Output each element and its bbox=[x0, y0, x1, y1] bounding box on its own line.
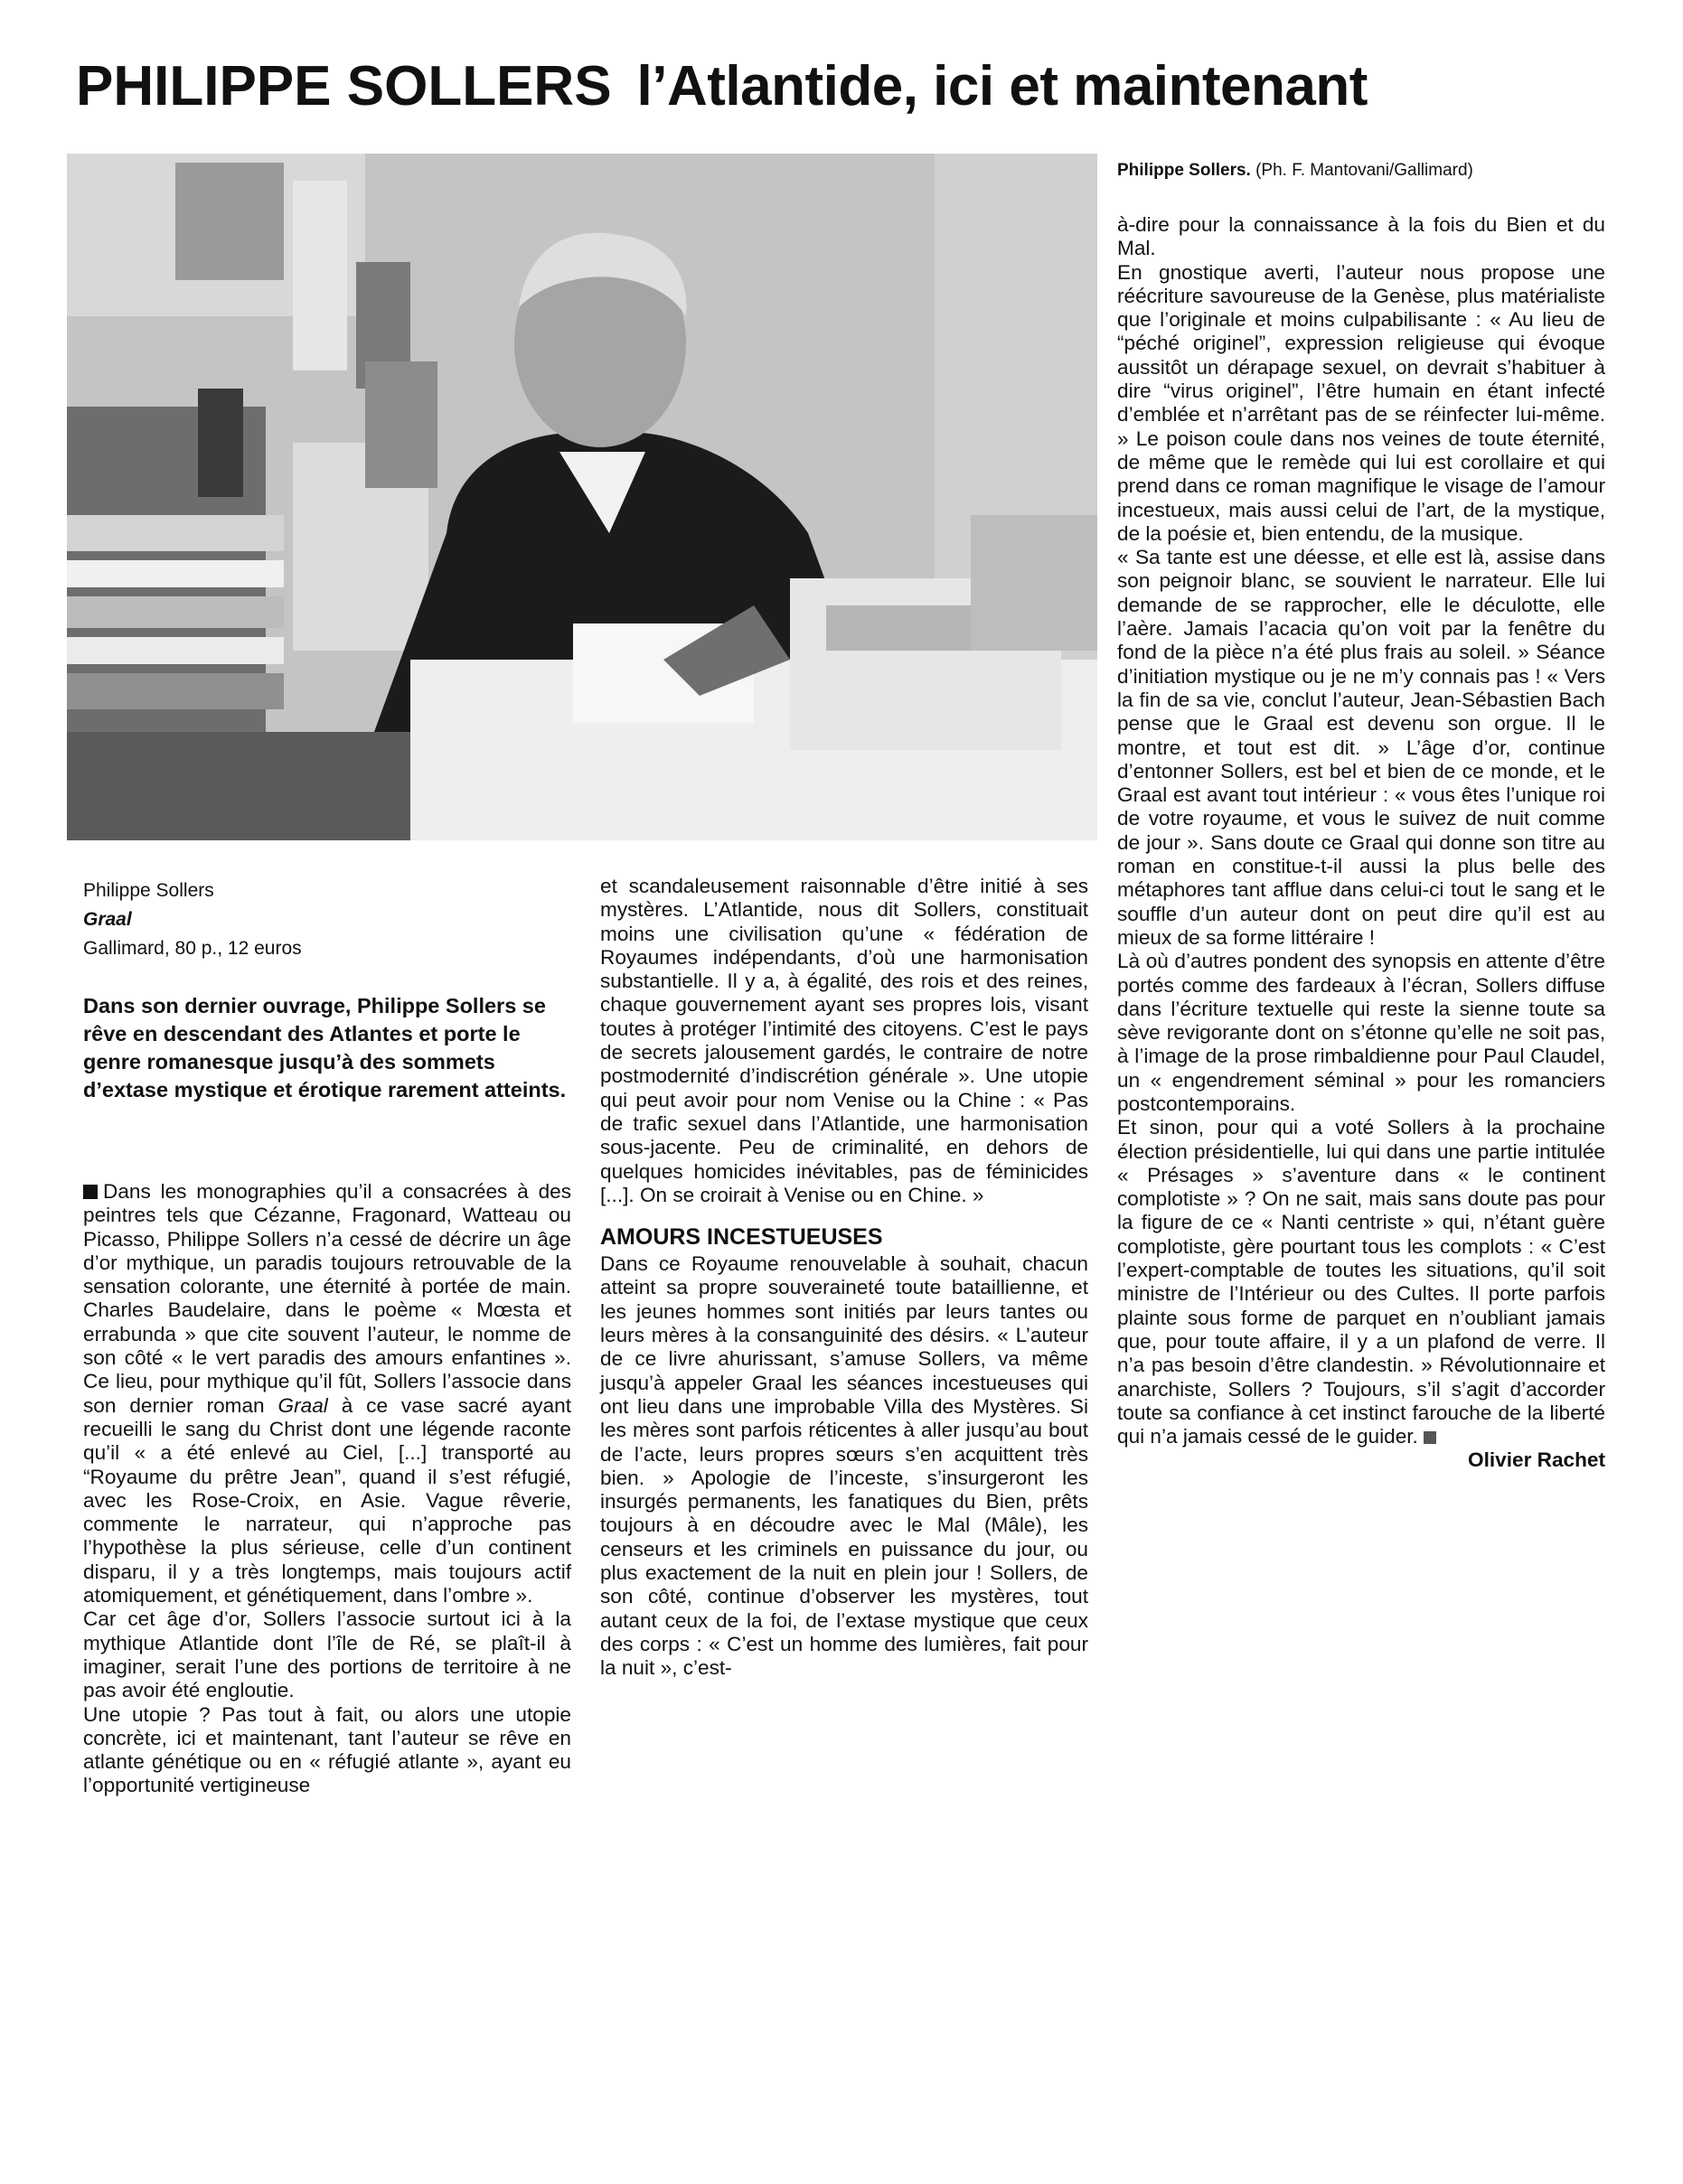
paragraph: Là où d’autres pondent des synopsis en attente d’être portés comme des fardeaux à l’écran, Sollers diffuse dans l’écriture textuelle qui reste la sienne toute sa sève revigorante dont on s’étonne qu’elle ne soit pas, à l’image de la prose rimbaldienne pour Paul Claudel, un « engendrement séminal » pour les romanciers postcontemporains. bbox=[1117, 950, 1605, 1115]
column-2 bbox=[600, 875, 1088, 1681]
paragraph: Et sinon, pour qui a voté Sollers à la prochaine élection présidentielle, lui qui dans une partie intitulée « Présages » s’aventure dans « le continent complotiste » ? On ne sait, mais sans doute pas pour la figure de ce « Nanti centriste » qui, n’étant guère complotiste, gère pourtant tous les complots : « C’est l’expert-comptable de toutes les situations, qu’il soit ministre de l’Intérieur ou des Cultes. Il porte parfois plainte sous forme de parquet en n’oubliant jamais que, pour toute affaire, il y a un plafond de verre. Il n’a pas besoin d’être clandestin. » Révolutionnaire et anarchiste, Sollers ? Toujours, s’il s’agit d’accorder toute sa confiance à cet instinct farouche de la liberté qui n’a jamais cessé de le guider. bbox=[1117, 1116, 1605, 1448]
section-heading: AMOURS INCESTUEUSES bbox=[600, 1224, 883, 1251]
paragraph: et scandaleusement raisonnable d’être initié à ses mystères. L’Atlantide, nous dit Sollers, constituait moins une civilisation qu’une « fédération de Royaumes indépendants, d’où une harmonisation substantielle. Il y a, à égalité, des rois et des reines, chaque gouvernement ayant ses propres lois, visant toutes à protéger l’intimité des citoyens. C’est le pays de secrets jalousement gardés, le contraire de notre postmodernité d’indiscrétion générale ». Une utopie qui peut avoir pour nom Venise ou la Chine : « Pas de trafic sexuel dans l’Atlantide, une harmonisation sous-jacente. Peu de criminalité, en dehors de quelques homicides inévitables, pas de féminicides [...]. On se croirait à Venise ou en Chine. » bbox=[600, 875, 1088, 1206]
paragraph-marker-icon bbox=[83, 1185, 98, 1199]
paragraph: « Sa tante est une déesse, et elle est là, assise dans son peignoir blanc, se souvient le narrateur. Elle lui demande de se rapprocher, elle le déculotte, elle l’aère. Jamais l’acacia qu’on voit par la fenêtre du fond de la pièce n’a été plus frais au soleil. » Séance d’initiation mystique ou je ne m’y connais pas ! « Vers la fin de sa vie, conclut l’auteur, Jean-Sébastien Bach pense que le Graal est devenu son orgue. Il le montre, et tout est dit. » L’âge d’or, continue d’entonner Sollers, est bel et bien de ce monde, et le Graal est avant tout intérieur : « vous êtes l’unique roi de votre royaume, et vous le suivez de nuit comme de jour ». Sans doute ce Graal qui donne son titre au roman en constitue-t-il aussi la plus belle des métaphores tant afflue dans celui-ci tout le sang et le souffle d’un auteur dont on peut dire qu’il est au mieux de sa forme littéraire ! bbox=[1117, 546, 1605, 949]
book-title-inline: Graal bbox=[277, 1393, 328, 1417]
photo-credit-source: (Ph. F. Mantovani/Gallimard) bbox=[1255, 161, 1473, 180]
article-title bbox=[76, 54, 1612, 119]
book-info bbox=[83, 876, 571, 963]
book-author: Philippe Sollers bbox=[83, 880, 214, 901]
author-signature: Olivier Rachet bbox=[1468, 1448, 1605, 1472]
article-lead: Dans son dernier ouvrage, Philippe Sollers se rêve en descendant des Atlantes et porte le genre romanesque jusqu’à des sommets d’extase mystique et érotique rarement atteints. bbox=[83, 994, 567, 1101]
book-publisher: Gallimard, 80 p., 12 euros bbox=[83, 938, 302, 959]
paragraph: Car cet âge d’or, Sollers l’associe surtout ici à la mythique Atlantide dont l’île de Ré, se plaît-il à imaginer, serait l’une des portions de territoire à ne pas avoir été engloutie. bbox=[83, 1608, 571, 1702]
photo-credit bbox=[1117, 159, 1473, 183]
book-title: Graal bbox=[83, 909, 132, 930]
author-photo bbox=[67, 154, 1097, 840]
end-mark-icon bbox=[1424, 1431, 1436, 1444]
paragraph: Dans les monographies qu’il a consacrées à des peintres tels que Cézanne, Fragonard, Watteau ou Picasso, Philippe Sollers n’a cessé de décrire un âge d’or mythique, un paradis toujours retrouvable de la sensation colorante, une éternité à portée de main. Charles Baudelaire, dans le poème « Mœsta et errabunda » que cite souvent l’auteur, le nomme de son côté « le vert paradis des amours enfantines ». Ce lieu, pour mythique qu’il fût, Sollers l’associe dans son dernier roman Graal à ce vase sacré ayant recueilli le sang du Christ dont une légende raconte qu’il « a été enlevé au Ciel, [...] transporté au “Royaume du prêtre Jean”, quand il s’est réfugié, avec les Rose-Croix, en Asie. Vague rêverie, commente le narrateur, qui n’approche pas l’hypothèse la plus sérieuse, celle d’un continent disparu, il y a très longtemps, mais toujours actif atomiquement, et génétiquement, dans l’ombre ». bbox=[83, 1180, 571, 1608]
title-text: l’Atlantide, ici et maintenant bbox=[636, 55, 1368, 117]
column-3 bbox=[1117, 213, 1605, 1473]
paragraph: Une utopie ? Pas tout à fait, ou alors une utopie concrète, ici et maintenant, tant l’auteur se rêve en atlante génétique ou en « réfugié atlante », ayant eu l’opportunité vertigineuse bbox=[83, 1702, 571, 1797]
paragraph: En gnostique averti, l’auteur nous propose une réécriture savoureuse de la Genèse, plus matérialiste que l’originale et moins culpabilisante : « Au lieu de “péché originel”, expression religieuse qui évoque aussitôt un dérapage sexuel, on devrait s’habituer à dire “virus originel”, l’être humain en étant infecté d’emblée et n’arrêtant pas de se réinfecter lui-même. » Le poison coule dans nos veines de toute éternité, de même que le remède qui lui est corollaire et qui prend dans ce roman magnifique le visage de l’amour incestueux, mais aussi celui de l’art, de la mystique, de la poésie et, bien entendu, de la musique. bbox=[1117, 260, 1605, 545]
paragraph: à-dire pour la connaissance à la fois du Bien et du Mal. bbox=[1117, 213, 1605, 260]
photo-credit-name: Philippe Sollers. bbox=[1117, 161, 1251, 180]
column-1 bbox=[83, 1180, 571, 1798]
paragraph: Dans ce Royaume renouvelable à souhait, chacun atteint sa propre souveraineté toute bataillienne, et les jeunes hommes sont initiés par leurs tantes ou leurs mères à la consanguinité des désirs. « L’auteur de ce livre ahurissant, s’amuse Sollers, va même jusqu’à appeler Graal les séances incestueuses qui ont lieu dans une improbable Villa des Mystères. Si les mères sont parfois réticentes à aller jusqu’au bout de l’acte, leurs propres sœurs s’en acquittent très bien. » Apologie de l’inceste, s’insurgeront les insurgés permanents, les fanatiques du Bien, prêts toujours à en découdre avec le Mal (Mâle), les censeurs et les criminels en puissance du jour, ou plus exactement de la nuit en plein jour ! Sollers, de son côté, continue d’observer les mystères, tout autant ceux de la foi, de l’extase mystique que ceux des corps : « C’est un homme des lumières, fait pour la nuit », c’est- bbox=[600, 1252, 1088, 1680]
photo-illustration bbox=[67, 154, 1097, 840]
title-author: PHILIPPE SOLLERS bbox=[76, 55, 612, 117]
